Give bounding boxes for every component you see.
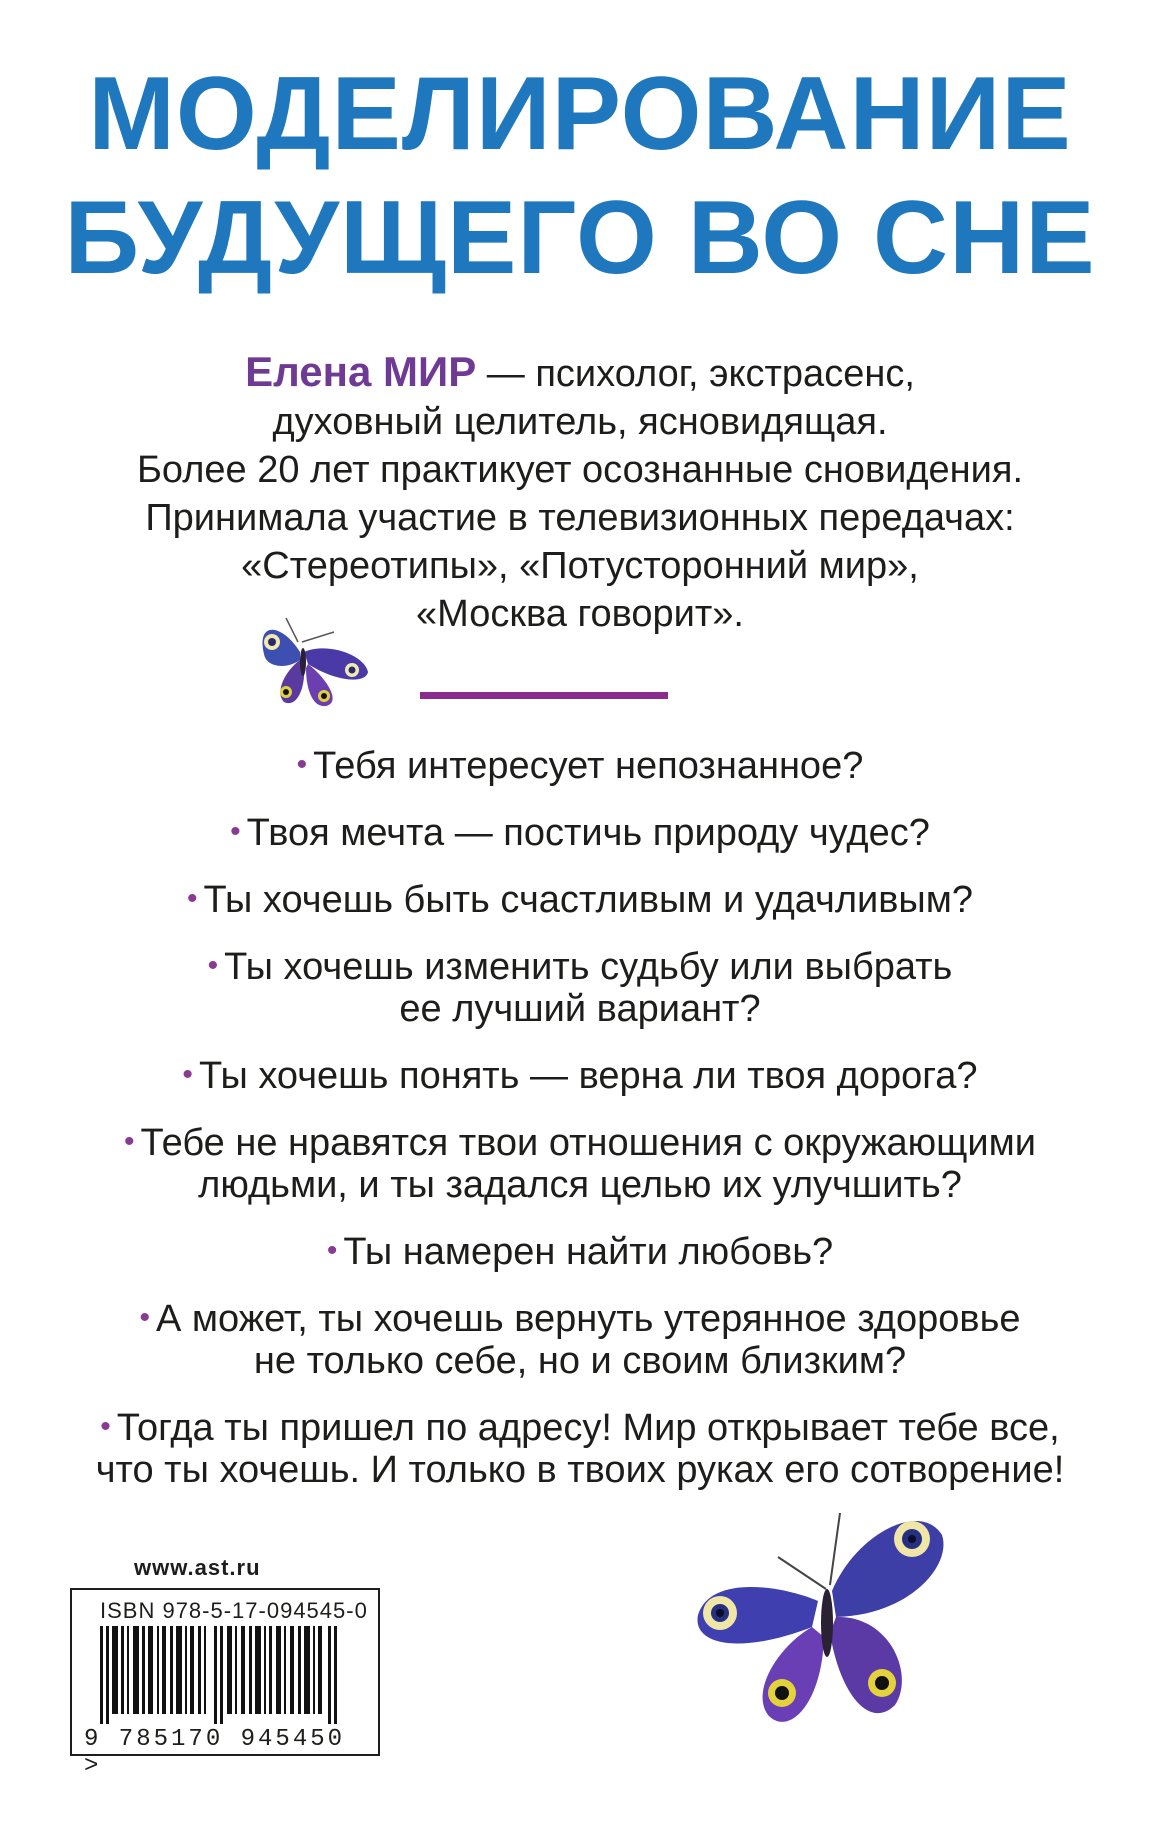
question-line xyxy=(60,1297,1100,1340)
question-item xyxy=(60,878,1100,921)
question-item xyxy=(60,744,1100,787)
bullet-icon: • xyxy=(139,1301,150,1334)
question-list xyxy=(60,744,1100,1515)
question-line xyxy=(60,744,1100,787)
question-text: Тогда ты пришел по адресу! Мир открывает тебе все, xyxy=(116,1407,1060,1449)
question-item xyxy=(60,1406,1100,1491)
author-bio xyxy=(80,348,1080,638)
question-text: Ты хочешь быть счастливым и удачливым? xyxy=(203,879,973,921)
barcode-icon xyxy=(100,1626,340,1724)
isbn-barcode xyxy=(70,1588,380,1780)
bullet-icon: • xyxy=(326,1234,338,1267)
question-item xyxy=(60,811,1100,854)
isbn-label: ISBN 978-5-17-094545-0 xyxy=(100,1598,368,1623)
question-line xyxy=(60,945,1100,988)
question-text: Ты хочешь понять — верна ли твоя дорога? xyxy=(198,1055,978,1097)
bio-line-5: «Стереотипы», «Потусторонний мир», xyxy=(241,545,919,587)
bio-line-4: Принимала участие в телевизионных передачах: xyxy=(145,497,1015,539)
question-text: Твоя мечта — постичь природу чудес? xyxy=(246,812,930,854)
bio-line-6: «Москва говорит». xyxy=(416,593,744,635)
bio-line-2: духовный целитель, ясновидящая. xyxy=(272,401,888,443)
ean-digits: 9 785170 945450 > xyxy=(84,1726,346,1780)
question-text: Тебе не нравятся твои отношения с окружающими xyxy=(140,1122,1036,1164)
bio-line-1 xyxy=(80,348,1080,398)
bullet-icon: • xyxy=(186,882,198,915)
question-text: Ты намерен найти любовь? xyxy=(343,1231,834,1273)
question-line: что ты хочешь. И только в твоих руках его сотворение! xyxy=(95,1449,1065,1491)
question-line: не только себе, но и своим близким? xyxy=(253,1340,907,1382)
question-item xyxy=(60,1230,1100,1273)
bullet-icon: • xyxy=(230,815,241,848)
question-line xyxy=(60,1054,1100,1097)
question-item xyxy=(60,945,1100,1030)
butterfly-icon xyxy=(256,612,376,712)
question-item xyxy=(60,1121,1100,1206)
question-line xyxy=(60,878,1100,921)
bullet-icon: • xyxy=(182,1058,193,1091)
question-text: Ты хочешь изменить судьбу или выбрать xyxy=(224,946,953,988)
bullet-icon: • xyxy=(296,748,308,781)
question-line xyxy=(60,1121,1100,1164)
question-text: Тебя интересует непознанное? xyxy=(313,745,864,787)
bullet-icon: • xyxy=(207,949,219,982)
question-text: А может, ты хочешь вернуть утерянное здоровье xyxy=(156,1298,1021,1340)
bullet-icon: • xyxy=(124,1125,135,1158)
author-name: Елена МИР xyxy=(245,348,477,395)
bio-text: — психолог, экстрасенс, xyxy=(476,353,915,395)
question-item xyxy=(60,1054,1100,1097)
section-divider xyxy=(420,692,668,699)
question-line xyxy=(60,1230,1100,1273)
bio-line-3: Более 20 лет практикует осознанные сновидения. xyxy=(136,449,1024,491)
question-line xyxy=(60,811,1100,854)
question-item xyxy=(60,1297,1100,1382)
title-line-1: МОДЕЛИРОВАНИЕ xyxy=(88,56,1072,172)
question-line: ее лучший вариант? xyxy=(399,988,761,1030)
book-title xyxy=(0,52,1160,300)
question-line: людьми, и ты задался целью их улучшить? xyxy=(198,1164,962,1206)
butterfly-icon xyxy=(690,1505,960,1735)
title-line-2: БУДУЩЕГО ВО СНЕ xyxy=(64,180,1096,296)
bullet-icon: • xyxy=(100,1410,111,1443)
question-line xyxy=(60,1406,1100,1449)
publisher-website: www.ast.ru xyxy=(134,1555,261,1580)
